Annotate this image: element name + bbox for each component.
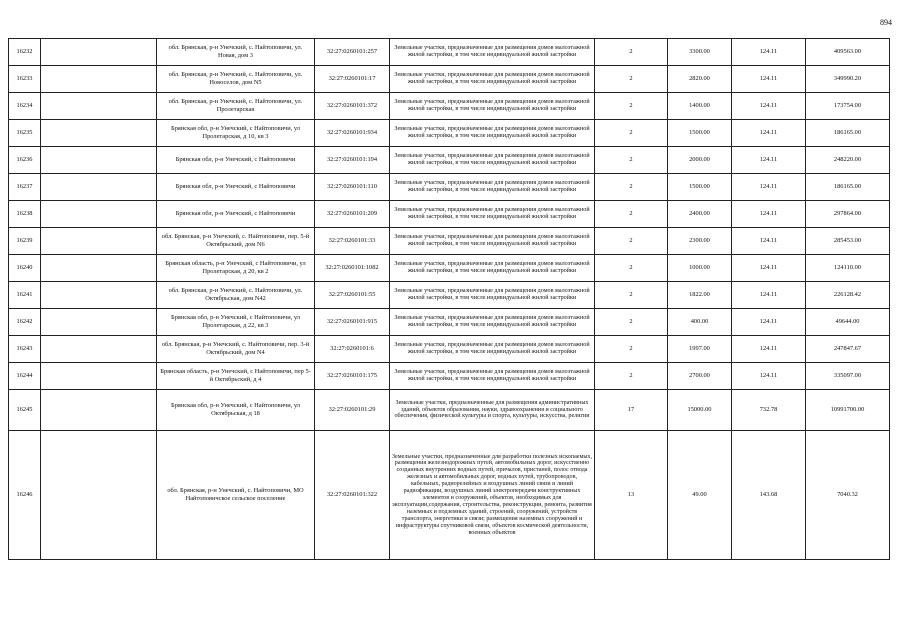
cell-cadastral-value: 124110.00 <box>806 255 890 282</box>
cell-group: 2 <box>595 309 668 336</box>
cell-address: Брянская обл, р-н Унечский, с Найтоповичи <box>157 174 315 201</box>
cell-blank <box>41 120 157 147</box>
cell-address: Брянская область, р-н Унечский, с Найтоповичи, пер 5-й Октябрьский, д 4 <box>157 363 315 390</box>
cell-group: 2 <box>595 120 668 147</box>
cell-specific-value: 124.11 <box>732 120 806 147</box>
cell-number: 16240 <box>9 255 41 282</box>
cell-group: 13 <box>595 431 668 560</box>
cell-permitted-use: Земельные участки, предназначенные для размещения домов малоэтажной жилой застройки, в том числе индивидуальной жилой застройки <box>390 39 595 66</box>
cell-cadastral-number: 32:27:0260101:209 <box>315 201 390 228</box>
cell-permitted-use: Земельные участки, предназначенные для размещения домов малоэтажной жилой застройки, в том числе индивидуальной жилой застройки <box>390 174 595 201</box>
cell-cadastral-number: 32:27:0260101:257 <box>315 39 390 66</box>
cell-number: 16245 <box>9 390 41 431</box>
cell-area: 49.00 <box>668 431 732 560</box>
cell-address: Брянская область, р-н Унечский, с Найтоповичи, ул Пролетарская, д 20, кв 2 <box>157 255 315 282</box>
cell-address: обл. Брянская, р-н Унечский, с. Найтоповичи, ул. Октябрьская, дом N42 <box>157 282 315 309</box>
cell-address: обл. Брянская, р-н Унечский, с. Найтоповичи, пер. 3-й Октябрьский, дом N4 <box>157 336 315 363</box>
cell-cadastral-value: 226128.42 <box>806 282 890 309</box>
cell-group: 17 <box>595 390 668 431</box>
table-row <box>9 66 890 93</box>
table-row <box>9 363 890 390</box>
cell-blank <box>41 363 157 390</box>
cell-group: 2 <box>595 363 668 390</box>
table-row <box>9 431 890 560</box>
cell-permitted-use: Земельные участки, предназначенные для размещения домов малоэтажной жилой застройки, в том числе индивидуальной жилой застройки <box>390 255 595 282</box>
cell-specific-value: 124.11 <box>732 39 806 66</box>
cell-cadastral-number: 32:27:0260101:175 <box>315 363 390 390</box>
cell-address: обл. Брянская, р-н Унечский, с. Найтоповичи, пер. 5-й Октябрьский, дом N6 <box>157 228 315 255</box>
cell-number: 16244 <box>9 363 41 390</box>
cell-permitted-use: Земельные участки, предназначенные для размещения домов малоэтажной жилой застройки, в том числе индивидуальной жилой застройки <box>390 201 595 228</box>
cell-area: 1500.00 <box>668 120 732 147</box>
cell-permitted-use: Земельные участки, предназначенные для размещения домов малоэтажной жилой застройки, в том числе индивидуальной жилой застройки <box>390 336 595 363</box>
cell-number: 16236 <box>9 147 41 174</box>
cell-address: обл. Брянская, р-н Унечский, с. Найтоповичи, ул. Пролетарская <box>157 93 315 120</box>
cell-permitted-use: Земельные участки, предназначенные для разработки полезных ископаемых, размещения железнодорожных путей, автомобильных дорог, искусственно созданных внутренних водных путей, причалов, пристаней, полос отвода железных и автомобильных дорог, водных путей, трубопроводов, кабельных, радиорелейных и воздушных линий связи и линий радиофикации, воздушных линий электропередачи конструктивных элементов и сооружений, объектов, необходимых для эксплуатации,содержания, строительства, реконструкции, ремонта, развития наземных и подземных зданий, строений, сооружений, устройств транспорта, энергетики и связи; размещения наземных сооружений и инфраструктуры спутниковой связи, объектов космической деятельности, военных объектов <box>390 431 595 560</box>
cell-cadastral-number: 32:27:0260101:55 <box>315 282 390 309</box>
cell-blank <box>41 431 157 560</box>
cell-cadastral-value: 349990.20 <box>806 66 890 93</box>
cell-cadastral-number: 32:27:0260101:934 <box>315 120 390 147</box>
cell-number: 16234 <box>9 93 41 120</box>
cell-cadastral-number: 32:27:0260101:6 <box>315 336 390 363</box>
cell-address: Брянская обл, р-н Унечский, с Найтоповичи, ул Октябрьская, д 18 <box>157 390 315 431</box>
cell-permitted-use: Земельные участки, предназначенные для размещения домов малоэтажной жилой застройки, в том числе индивидуальной жилой застройки <box>390 93 595 120</box>
cell-blank <box>41 66 157 93</box>
table-row <box>9 336 890 363</box>
cell-specific-value: 124.11 <box>732 309 806 336</box>
cell-permitted-use: Земельные участки, предназначенные для размещения домов малоэтажной жилой застройки, в том числе индивидуальной жилой застройки <box>390 309 595 336</box>
table-row <box>9 174 890 201</box>
cell-address: Брянская обл, р-н Унечский, с Найтоповичи <box>157 201 315 228</box>
cell-cadastral-number: 32:27:0260101:17 <box>315 66 390 93</box>
cell-specific-value: 124.11 <box>732 336 806 363</box>
cell-blank <box>41 282 157 309</box>
cell-area: 15000.00 <box>668 390 732 431</box>
cell-address: Брянская обл, р-н Унечский, с Найтоповичи <box>157 147 315 174</box>
cell-specific-value: 124.11 <box>732 174 806 201</box>
cell-area: 1822.00 <box>668 282 732 309</box>
cell-blank <box>41 174 157 201</box>
table-row <box>9 309 890 336</box>
cell-cadastral-value: 297864.00 <box>806 201 890 228</box>
cell-area: 2300.00 <box>668 228 732 255</box>
table-row <box>9 228 890 255</box>
cell-cadastral-number: 32:27:0260101:29 <box>315 390 390 431</box>
cell-cadastral-number: 32:27:0260101:194 <box>315 147 390 174</box>
cell-group: 2 <box>595 255 668 282</box>
cell-address: обл. Брянская, р-н Унечский, с. Найтоповичи, МО Найтоповичское сельское поселение <box>157 431 315 560</box>
cell-blank <box>41 255 157 282</box>
cell-number: 16246 <box>9 431 41 560</box>
cell-permitted-use: Земельные участки, предназначенные для размещения домов малоэтажной жилой застройки, в том числе индивидуальной жилой застройки <box>390 282 595 309</box>
cell-cadastral-value: 409563.00 <box>806 39 890 66</box>
cell-specific-value: 124.11 <box>732 201 806 228</box>
table-row <box>9 120 890 147</box>
cell-number: 16238 <box>9 201 41 228</box>
cell-area: 2700.00 <box>668 363 732 390</box>
page-number: 894 <box>880 18 892 27</box>
cell-blank <box>41 39 157 66</box>
cell-address: обл. Брянская, р-н Унечский, с. Найтоповичи, ул. Новоселов, дом N5 <box>157 66 315 93</box>
cell-cadastral-value: 247847.67 <box>806 336 890 363</box>
land-plot-table <box>8 38 890 560</box>
cell-specific-value: 124.11 <box>732 147 806 174</box>
cell-cadastral-value: 248220.00 <box>806 147 890 174</box>
cell-area: 2820.00 <box>668 66 732 93</box>
cell-blank <box>41 390 157 431</box>
cell-specific-value: 124.11 <box>732 255 806 282</box>
cell-blank <box>41 309 157 336</box>
cell-number: 16241 <box>9 282 41 309</box>
table-body <box>9 39 890 560</box>
cell-number: 16242 <box>9 309 41 336</box>
cell-blank <box>41 228 157 255</box>
cell-specific-value: 143.68 <box>732 431 806 560</box>
cell-permitted-use: Земельные участки, предназначенные для размещения административных зданий, объектов образования, науки, здравоохранения и социального обеспечения, физической культуры и спорта, культуры, искусства, религии <box>390 390 595 431</box>
cell-group: 2 <box>595 228 668 255</box>
cell-specific-value: 124.11 <box>732 93 806 120</box>
cell-group: 2 <box>595 174 668 201</box>
cell-area: 3300.00 <box>668 39 732 66</box>
cell-area: 400.00 <box>668 309 732 336</box>
cell-group: 2 <box>595 66 668 93</box>
cell-number: 16233 <box>9 66 41 93</box>
table-row <box>9 282 890 309</box>
cell-specific-value: 124.11 <box>732 228 806 255</box>
cell-permitted-use: Земельные участки, предназначенные для размещения домов малоэтажной жилой застройки, в том числе индивидуальной жилой застройки <box>390 228 595 255</box>
cell-blank <box>41 147 157 174</box>
cell-group: 2 <box>595 39 668 66</box>
cell-area: 2000.00 <box>668 147 732 174</box>
cell-number: 16235 <box>9 120 41 147</box>
cell-blank <box>41 93 157 120</box>
cell-number: 16239 <box>9 228 41 255</box>
cell-number: 16232 <box>9 39 41 66</box>
cell-number: 16237 <box>9 174 41 201</box>
cell-cadastral-value: 186165.00 <box>806 174 890 201</box>
cell-cadastral-value: 173754.00 <box>806 93 890 120</box>
cell-address: Брянская обл, р-н Унечский, с Найтоповичи, ул Пролетарская, д 10, кв 3 <box>157 120 315 147</box>
cell-specific-value: 732.78 <box>732 390 806 431</box>
cell-permitted-use: Земельные участки, предназначенные для размещения домов малоэтажной жилой застройки, в том числе индивидуальной жилой застройки <box>390 120 595 147</box>
cell-specific-value: 124.11 <box>732 66 806 93</box>
cell-group: 2 <box>595 336 668 363</box>
cell-address: обл. Брянская, р-н Унечский, с. Найтоповичи, ул. Новая, дом 3 <box>157 39 315 66</box>
cell-group: 2 <box>595 282 668 309</box>
cell-blank <box>41 336 157 363</box>
cell-area: 1500.00 <box>668 174 732 201</box>
cell-cadastral-value: 49644.00 <box>806 309 890 336</box>
cell-group: 2 <box>595 93 668 120</box>
cell-group: 2 <box>595 147 668 174</box>
cell-cadastral-value: 335097.00 <box>806 363 890 390</box>
cell-area: 1400.00 <box>668 93 732 120</box>
cell-cadastral-number: 32:27:0260101:1082 <box>315 255 390 282</box>
cell-area: 1997.00 <box>668 336 732 363</box>
table-row <box>9 93 890 120</box>
cell-cadastral-number: 32:27:0260101:372 <box>315 93 390 120</box>
table-row <box>9 39 890 66</box>
table-row <box>9 147 890 174</box>
cell-address: Брянская обл, р-н Унечский, с Найтоповичи, ул Пролетарская, д 22, кв 3 <box>157 309 315 336</box>
cell-permitted-use: Земельные участки, предназначенные для размещения домов малоэтажной жилой застройки, в том числе индивидуальной жилой застройки <box>390 363 595 390</box>
cell-cadastral-value: 7040.32 <box>806 431 890 560</box>
table-row <box>9 390 890 431</box>
cell-cadastral-number: 32:27:0260101:322 <box>315 431 390 560</box>
cell-area: 2400.00 <box>668 201 732 228</box>
table-row <box>9 255 890 282</box>
cell-cadastral-value: 285453.00 <box>806 228 890 255</box>
cell-cadastral-number: 32:27:0260101:33 <box>315 228 390 255</box>
cell-cadastral-number: 32:27:0260101:915 <box>315 309 390 336</box>
cell-blank <box>41 201 157 228</box>
cell-cadastral-value: 186165.00 <box>806 120 890 147</box>
cell-specific-value: 124.11 <box>732 282 806 309</box>
cell-cadastral-number: 32:27:0260101:110 <box>315 174 390 201</box>
cell-group: 2 <box>595 201 668 228</box>
table-row <box>9 201 890 228</box>
cell-area: 1000.00 <box>668 255 732 282</box>
cell-cadastral-value: 10991700.00 <box>806 390 890 431</box>
cell-permitted-use: Земельные участки, предназначенные для размещения домов малоэтажной жилой застройки, в том числе индивидуальной жилой застройки <box>390 147 595 174</box>
cell-specific-value: 124.11 <box>732 363 806 390</box>
cell-number: 16243 <box>9 336 41 363</box>
cell-permitted-use: Земельные участки, предназначенные для размещения домов малоэтажной жилой застройки, в том числе индивидуальной жилой застройки <box>390 66 595 93</box>
